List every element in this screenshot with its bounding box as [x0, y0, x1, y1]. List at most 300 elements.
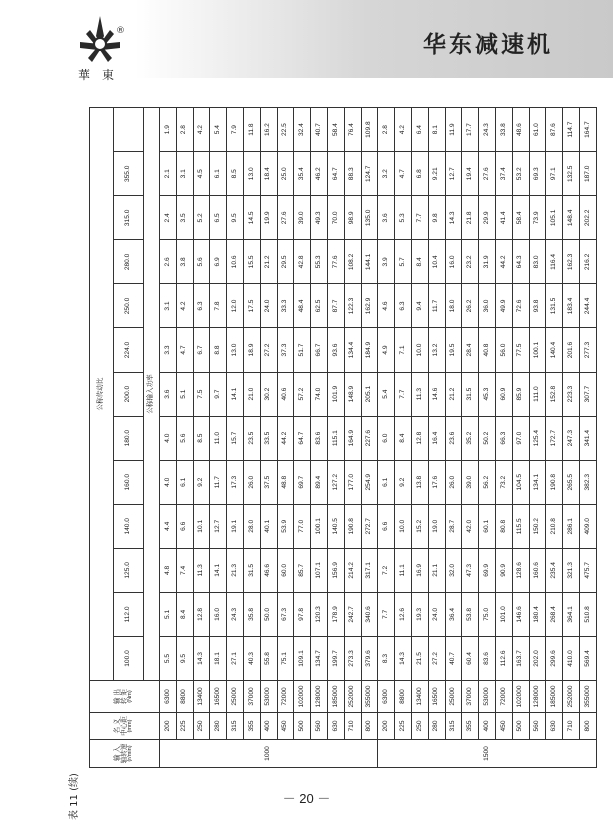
power-value-cell: 69.9: [479, 548, 496, 592]
power-value-cell: 21.3: [227, 548, 244, 592]
power-value-cell: 286.1: [563, 504, 580, 548]
power-value-cell: 6.1: [378, 460, 395, 504]
output-torque-cell: 6300: [378, 681, 395, 713]
power-value-cell: 128.6: [512, 548, 529, 592]
power-value-cell: 6.7: [193, 328, 210, 372]
power-value-cell: 85.9: [512, 372, 529, 416]
power-value-cell: 21.2: [445, 372, 462, 416]
power-value-cell: 6.4: [411, 108, 428, 152]
power-value-cell: 177.0: [344, 460, 361, 504]
power-value-cell: 144.1: [361, 240, 378, 284]
power-value-cell: 90.9: [495, 548, 512, 592]
power-value-cell: 27.2: [428, 636, 445, 680]
power-value-cell: 3.5: [176, 196, 193, 240]
center-distance-cell: 315: [445, 713, 462, 740]
power-value-cell: 40.7: [445, 636, 462, 680]
power-value-cell: 178.9: [327, 592, 344, 636]
power-value-cell: 148.4: [563, 196, 580, 240]
ratio-header-cell: 112.0: [114, 592, 144, 636]
table-row: [311, 108, 328, 768]
power-value-cell: 64.3: [512, 240, 529, 284]
power-value-cell: 39.0: [462, 460, 479, 504]
power-value-cell: 116.4: [546, 240, 563, 284]
power-value-cell: 16.0: [445, 240, 462, 284]
page-number: － 20 －: [282, 791, 331, 806]
table-row: [495, 108, 512, 768]
power-value-cell: 7.7: [395, 372, 412, 416]
power-value-cell: 100.1: [311, 504, 328, 548]
power-rating-table: [89, 107, 597, 768]
power-value-cell: 17.6: [428, 460, 445, 504]
power-value-cell: 190.8: [546, 460, 563, 504]
power-value-cell: 227.6: [361, 416, 378, 460]
power-value-cell: 98.9: [344, 196, 361, 240]
power-value-cell: 10.1: [193, 504, 210, 548]
center-distance-cell: 315: [227, 713, 244, 740]
table-row: [512, 108, 529, 768]
power-value-cell: 14.5: [243, 196, 260, 240]
power-value-cell: 5.3: [395, 196, 412, 240]
power-value-cell: 7.1: [395, 328, 412, 372]
table-row: [428, 108, 445, 768]
power-value-cell: 27.6: [479, 152, 496, 196]
power-value-cell: 53.2: [512, 152, 529, 196]
power-value-cell: 33.8: [495, 108, 512, 152]
header-center-distance: 名 义 中心距 (mm): [90, 713, 160, 740]
power-value-cell: 148.9: [344, 372, 361, 416]
power-value-cell: 11.7: [428, 284, 445, 328]
power-value-cell: 5.6: [176, 416, 193, 460]
ratio-header-cell: 250.0: [114, 284, 144, 328]
power-value-cell: 134.4: [344, 328, 361, 372]
table-row: [462, 108, 479, 768]
power-value-cell: 88.3: [344, 152, 361, 196]
power-value-cell: 29.9: [479, 196, 496, 240]
power-value-cell: 107.1: [311, 548, 328, 592]
power-value-cell: 46.2: [311, 152, 328, 196]
power-value-cell: 235.4: [546, 548, 563, 592]
power-value-cell: 23.6: [445, 416, 462, 460]
power-value-cell: 74.0: [311, 372, 328, 416]
output-torque-cell: 16500: [428, 681, 445, 713]
power-value-cell: 172.7: [546, 416, 563, 460]
power-value-cell: 83.6: [479, 636, 496, 680]
power-value-cell: 146.6: [512, 592, 529, 636]
power-value-cell: 19.5: [445, 328, 462, 372]
table-row: [361, 108, 378, 768]
power-value-cell: 8.8: [210, 328, 227, 372]
power-value-cell: 28.4: [462, 328, 479, 372]
power-value-cell: 101.9: [327, 372, 344, 416]
power-value-cell: 14.6: [428, 372, 445, 416]
power-value-cell: 72.6: [512, 284, 529, 328]
rotated-table-wrapper: [89, 107, 597, 768]
power-value-cell: 24.3: [479, 108, 496, 152]
power-value-cell: 7.2: [378, 548, 395, 592]
power-value-cell: 2.1: [160, 152, 177, 196]
power-value-cell: 5.1: [160, 592, 177, 636]
power-value-cell: 58.4: [327, 108, 344, 152]
power-value-cell: 17.7: [462, 108, 479, 152]
power-value-cell: 6.5: [210, 196, 227, 240]
power-value-cell: 2.4: [160, 196, 177, 240]
power-value-cell: 76.4: [344, 108, 361, 152]
power-value-cell: 69.7: [294, 460, 311, 504]
power-value-cell: 58.4: [512, 196, 529, 240]
power-value-cell: 36.4: [445, 592, 462, 636]
power-value-cell: 62.5: [311, 284, 328, 328]
power-value-cell: 134.1: [529, 460, 546, 504]
center-distance-cell: 400: [479, 713, 496, 740]
output-torque-cell: 37000: [462, 681, 479, 713]
power-value-cell: 162.9: [361, 284, 378, 328]
power-value-cell: 124.7: [361, 152, 378, 196]
center-distance-cell: 710: [563, 713, 580, 740]
table-row: [579, 108, 596, 768]
power-value-cell: 42.8: [294, 240, 311, 284]
power-value-cell: 569.4: [579, 636, 596, 680]
power-value-cell: 53.8: [462, 592, 479, 636]
power-value-cell: 10.6: [227, 240, 244, 284]
power-value-cell: 60.9: [495, 372, 512, 416]
power-value-cell: 3.9: [378, 240, 395, 284]
power-value-cell: 202.0: [529, 636, 546, 680]
power-value-cell: 31.9: [479, 240, 496, 284]
power-value-cell: 9.2: [193, 460, 210, 504]
ratio-header-cell: 315.0: [114, 196, 144, 240]
power-value-cell: 409.0: [579, 504, 596, 548]
power-value-cell: 4.0: [160, 460, 177, 504]
ratio-header-cell: 224.0: [114, 328, 144, 372]
power-value-cell: 42.0: [462, 504, 479, 548]
output-torque-cell: 128000: [311, 681, 328, 713]
center-distance-cell: 630: [327, 713, 344, 740]
power-value-cell: 321.3: [563, 548, 580, 592]
power-value-cell: 4.2: [193, 108, 210, 152]
power-value-cell: 109.8: [361, 108, 378, 152]
power-value-cell: 51.7: [294, 328, 311, 372]
power-value-cell: 2.8: [176, 108, 193, 152]
power-value-cell: 18.4: [260, 152, 277, 196]
power-value-cell: 13.8: [411, 460, 428, 504]
power-value-cell: 24.0: [428, 592, 445, 636]
power-value-cell: 56.0: [495, 328, 512, 372]
power-value-cell: 21.2: [260, 240, 277, 284]
power-value-cell: 180.4: [529, 592, 546, 636]
power-value-cell: 3.6: [378, 196, 395, 240]
power-value-cell: 44.2: [495, 240, 512, 284]
ratio-header-empty: [114, 108, 144, 152]
power-value-cell: 382.3: [579, 460, 596, 504]
power-value-cell: 135.0: [361, 196, 378, 240]
power-value-cell: 5.2: [193, 196, 210, 240]
power-value-cell: 134.7: [311, 636, 328, 680]
power-value-cell: 14.3: [395, 636, 412, 680]
power-value-cell: 40.6: [277, 372, 294, 416]
power-value-cell: 17.5: [243, 284, 260, 328]
power-value-cell: 7.9: [227, 108, 244, 152]
power-value-cell: 114.7: [563, 108, 580, 152]
power-value-cell: 19.1: [227, 504, 244, 548]
power-value-cell: 341.4: [579, 416, 596, 460]
center-distance-cell: 560: [311, 713, 328, 740]
power-value-cell: 48.6: [512, 108, 529, 152]
power-value-cell: 3.6: [160, 372, 177, 416]
power-value-cell: 163.7: [512, 636, 529, 680]
power-value-cell: 410.0: [563, 636, 580, 680]
output-torque-cell: 53000: [260, 681, 277, 713]
power-value-cell: 11.3: [411, 372, 428, 416]
brand-title: 华东减速机: [423, 32, 553, 58]
power-value-cell: 6.3: [395, 284, 412, 328]
power-value-cell: 2.6: [160, 240, 177, 284]
table-row: [160, 108, 177, 768]
table-row: [327, 108, 344, 768]
power-value-cell: 199.7: [327, 636, 344, 680]
header-ratio-title: 公称传动比: [90, 108, 114, 681]
center-distance-cell: 225: [395, 713, 412, 740]
power-value-cell: 44.2: [277, 416, 294, 460]
output-torque-cell: 252000: [563, 681, 580, 713]
power-value-cell: 140.5: [327, 504, 344, 548]
output-torque-cell: 72000: [495, 681, 512, 713]
power-value-cell: 40.3: [243, 636, 260, 680]
output-torque-cell: 25000: [445, 681, 462, 713]
power-value-cell: 60.0: [277, 548, 294, 592]
output-torque-cell: 252000: [344, 681, 361, 713]
power-value-cell: 277.3: [579, 328, 596, 372]
power-value-cell: 85.7: [294, 548, 311, 592]
power-value-cell: 4.8: [160, 548, 177, 592]
power-value-cell: 48.8: [277, 460, 294, 504]
center-distance-cell: 630: [546, 713, 563, 740]
power-value-cell: 2.8: [378, 108, 395, 152]
page-header: [0, 0, 613, 82]
power-value-cell: 14.1: [227, 372, 244, 416]
center-distance-cell: 250: [193, 713, 210, 740]
power-value-cell: 510.8: [579, 592, 596, 636]
power-value-cell: 3.8: [176, 240, 193, 284]
power-value-cell: 21.0: [243, 372, 260, 416]
power-value-cell: 127.2: [327, 460, 344, 504]
power-value-cell: 89.4: [311, 460, 328, 504]
table-row: [193, 108, 210, 768]
center-distance-cell: 560: [529, 713, 546, 740]
power-value-cell: 75.1: [277, 636, 294, 680]
power-value-cell: 152.8: [546, 372, 563, 416]
table-row: [210, 108, 227, 768]
power-value-cell: 273.3: [344, 636, 361, 680]
center-distance-cell: 280: [210, 713, 227, 740]
table-row: [243, 108, 260, 768]
power-value-cell: 67.3: [277, 592, 294, 636]
power-value-cell: 35.8: [243, 592, 260, 636]
power-value-cell: 11.0: [210, 416, 227, 460]
table-row: [378, 108, 395, 768]
power-value-cell: 120.3: [311, 592, 328, 636]
power-value-cell: 17.3: [227, 460, 244, 504]
power-value-cell: 164.9: [344, 416, 361, 460]
power-value-cell: 41.4: [495, 196, 512, 240]
power-value-cell: 37.4: [495, 152, 512, 196]
center-distance-cell: 450: [277, 713, 294, 740]
power-value-cell: 265.5: [563, 460, 580, 504]
power-value-cell: 27.1: [227, 636, 244, 680]
power-value-cell: 27.6: [277, 196, 294, 240]
power-value-cell: 73.9: [529, 196, 546, 240]
ratio-header-cell: 280.0: [114, 240, 144, 284]
power-value-cell: 50.0: [260, 592, 277, 636]
power-value-cell: 21.5: [411, 636, 428, 680]
power-value-cell: 104.5: [512, 460, 529, 504]
table-row: [529, 108, 546, 768]
power-value-cell: 69.3: [529, 152, 546, 196]
power-value-cell: 26.0: [445, 460, 462, 504]
power-value-cell: 7.5: [193, 372, 210, 416]
power-value-cell: 299.6: [546, 636, 563, 680]
table-row: [395, 108, 412, 768]
power-value-cell: 379.6: [361, 636, 378, 680]
output-torque-cell: 185000: [327, 681, 344, 713]
center-distance-cell: 280: [428, 713, 445, 740]
power-value-cell: 80.8: [495, 504, 512, 548]
output-torque-cell: 102000: [512, 681, 529, 713]
input-speed-cell: 1000: [160, 740, 378, 768]
power-value-cell: 340.6: [361, 592, 378, 636]
power-value-cell: 247.3: [563, 416, 580, 460]
center-distance-cell: 400: [260, 713, 277, 740]
power-value-cell: 4.2: [395, 108, 412, 152]
power-value-cell: 4.7: [395, 152, 412, 196]
power-value-cell: 87.6: [546, 108, 563, 152]
power-value-cell: 16.0: [210, 592, 227, 636]
power-value-cell: 83.0: [529, 240, 546, 284]
power-value-cell: 4.7: [176, 328, 193, 372]
power-value-cell: 25.0: [277, 152, 294, 196]
power-value-cell: 4.5: [193, 152, 210, 196]
power-value-cell: 19.9: [260, 196, 277, 240]
power-value-cell: 6.0: [378, 416, 395, 460]
power-value-cell: 7.7: [411, 196, 428, 240]
table-row: [411, 108, 428, 768]
center-distance-cell: 450: [495, 713, 512, 740]
power-value-cell: 37.5: [260, 460, 277, 504]
power-value-cell: 131.5: [546, 284, 563, 328]
power-value-cell: 55.8: [260, 636, 277, 680]
power-value-cell: 3.1: [176, 152, 193, 196]
output-torque-cell: 185000: [546, 681, 563, 713]
power-value-cell: 14.3: [193, 636, 210, 680]
power-value-cell: 27.2: [260, 328, 277, 372]
power-value-cell: 100.1: [529, 328, 546, 372]
power-value-cell: 40.8: [479, 328, 496, 372]
power-value-cell: 28.7: [445, 504, 462, 548]
power-value-cell: 30.2: [260, 372, 277, 416]
power-value-cell: 8.4: [395, 416, 412, 460]
ratio-header-cell: 140.0: [114, 504, 144, 548]
power-value-cell: 33.3: [277, 284, 294, 328]
power-value-cell: 7.7: [378, 592, 395, 636]
power-value-cell: 111.0: [529, 372, 546, 416]
power-value-cell: 7.8: [210, 284, 227, 328]
power-value-cell: 12.7: [445, 152, 462, 196]
power-value-cell: 33.5: [260, 416, 277, 460]
power-value-cell: 190.8: [344, 504, 361, 548]
center-distance-cell: 225: [176, 713, 193, 740]
power-value-cell: 97.1: [546, 152, 563, 196]
input-speed-cell: 1500: [378, 740, 597, 768]
center-distance-cell: 500: [294, 713, 311, 740]
power-value-cell: 150.2: [529, 504, 546, 548]
table-row: [277, 108, 294, 768]
power-value-cell: 50.2: [479, 416, 496, 460]
power-value-cell: 160.6: [529, 548, 546, 592]
power-value-cell: 21.8: [462, 196, 479, 240]
power-value-cell: 31.5: [462, 372, 479, 416]
power-value-cell: 32.0: [445, 548, 462, 592]
power-value-cell: 317.1: [361, 548, 378, 592]
power-value-cell: 77.6: [327, 240, 344, 284]
power-value-cell: 40.1: [260, 504, 277, 548]
power-value-cell: 61.0: [529, 108, 546, 152]
power-value-cell: 64.7: [327, 152, 344, 196]
power-value-cell: 5.4: [378, 372, 395, 416]
power-value-cell: 5.7: [395, 240, 412, 284]
center-distance-cell: 200: [378, 713, 395, 740]
power-value-cell: 26.2: [462, 284, 479, 328]
power-value-cell: 307.7: [579, 372, 596, 416]
power-value-cell: 26.0: [243, 460, 260, 504]
power-value-cell: 19.3: [411, 592, 428, 636]
power-value-cell: 93.8: [529, 284, 546, 328]
table-row: [445, 108, 462, 768]
power-value-cell: 97.0: [512, 416, 529, 460]
power-value-cell: 13.0: [227, 328, 244, 372]
table-row: [227, 108, 244, 768]
power-value-cell: 109.1: [294, 636, 311, 680]
power-value-cell: 57.2: [294, 372, 311, 416]
power-value-cell: 6.1: [210, 152, 227, 196]
power-value-cell: 18.0: [445, 284, 462, 328]
power-value-cell: 15.7: [227, 416, 244, 460]
registered-mark: ®: [116, 26, 125, 36]
power-value-cell: 3.3: [160, 328, 177, 372]
power-value-cell: 93.6: [327, 328, 344, 372]
power-value-cell: 1.9: [160, 108, 177, 152]
ratio-header-cell: 180.0: [114, 416, 144, 460]
power-value-cell: 108.2: [344, 240, 361, 284]
power-value-cell: 11.1: [395, 548, 412, 592]
power-value-cell: 8.4: [176, 592, 193, 636]
table-row: [479, 108, 496, 768]
power-value-cell: 36.0: [479, 284, 496, 328]
power-value-cell: 132.5: [563, 152, 580, 196]
center-distance-cell: 500: [512, 713, 529, 740]
power-value-cell: 4.2: [176, 284, 193, 328]
power-value-cell: 77.0: [294, 504, 311, 548]
power-value-cell: 66.7: [311, 328, 328, 372]
power-value-cell: 13.2: [428, 328, 445, 372]
power-value-cell: 183.4: [563, 284, 580, 328]
power-value-cell: 83.6: [311, 416, 328, 460]
power-value-cell: 11.9: [445, 108, 462, 152]
power-value-cell: 23.2: [462, 240, 479, 284]
table-row: [563, 108, 580, 768]
power-value-cell: 19.4: [462, 152, 479, 196]
center-distance-cell: 800: [579, 713, 596, 740]
power-value-cell: 49.9: [495, 284, 512, 328]
output-torque-cell: 8800: [176, 681, 193, 713]
